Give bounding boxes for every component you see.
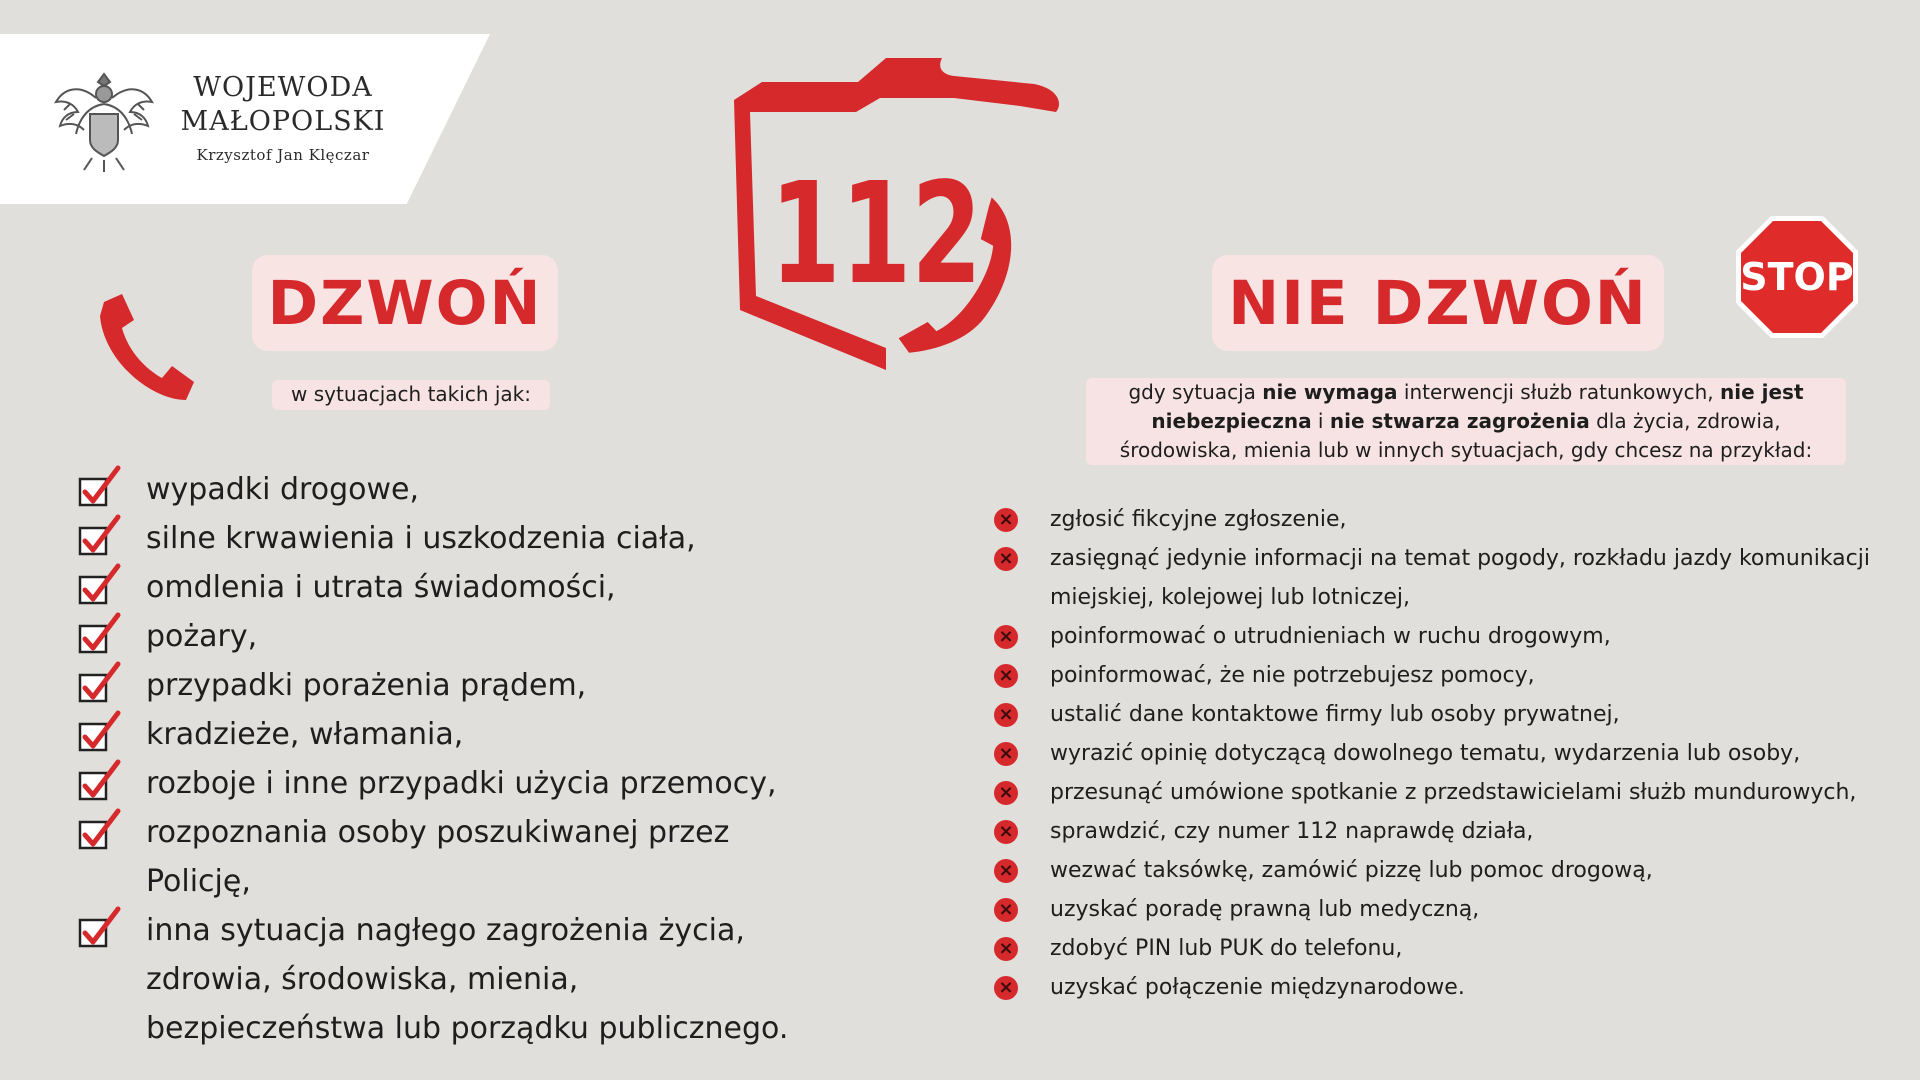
call-list-item-text: rozboje i inne przypadki użycia przemocy, (146, 766, 777, 801)
no-call-list-item (994, 500, 1904, 539)
x-circle-icon: × (994, 547, 1018, 571)
call-list-item (76, 661, 796, 710)
call-list-item-text: rozpoznania osoby poszukiwanej przez Policję, (146, 815, 730, 899)
x-circle-icon: × (994, 664, 1018, 688)
x-circle-icon: × (994, 898, 1018, 922)
no-call-subheading: gdy sytuacja nie wymaga interwencji służb ratunkowych, nie jest niebezpieczna i nie stwarza zagrożenia dla życia, zdrowia, środowiska, mienia lub w innych sytuacjach, gdy chcesz na przykład: (1086, 378, 1846, 465)
no-call-list-item-text: sprawdzić, czy numer 112 naprawdę działa, (1050, 819, 1534, 844)
no-call-list-item-text: wezwać taksówkę, zamówić pizzę lub pomoc drogową, (1050, 858, 1653, 883)
x-circle-icon: × (994, 937, 1018, 961)
no-call-list-item-text: ustalić dane kontaktowe firmy lub osoby prywatnej, (1050, 702, 1620, 727)
checkbox-checked-icon (76, 906, 122, 952)
eagle-emblem-icon (50, 64, 158, 176)
no-call-list-item-text: zdobyć PIN lub PUK do telefonu, (1050, 936, 1403, 961)
no-call-list-item-text: poinformować, że nie potrzebujesz pomocy, (1050, 663, 1535, 688)
call-heading: DZWOŃ (252, 255, 558, 351)
brand-person-name: Krzysztof Jan Klęczar (196, 146, 370, 164)
brand-subtitle: MAŁOPOLSKI (180, 106, 386, 137)
call-list-item-text: przypadki porażenia prądem, (146, 668, 587, 703)
no-call-list-item (994, 734, 1904, 773)
no-call-list-item-text: poinformować o utrudnieniach w ruchu drogowym, (1050, 624, 1611, 649)
x-circle-icon: × (994, 781, 1018, 805)
call-list-item (76, 808, 796, 906)
brand-title: WOJEWODA (193, 72, 373, 103)
no-call-list-item-text: zasięgnąć jedynie informacji na temat pogody, rozkładu jazdy komunikacji miejskiej, kolejowej lub lotniczej, (1050, 546, 1870, 610)
call-list-item (76, 514, 796, 563)
checkbox-checked-icon (76, 808, 122, 854)
no-call-list-item (994, 773, 1904, 812)
call-list-item (76, 563, 796, 612)
call-list-item (76, 465, 796, 514)
no-call-list-item (994, 812, 1904, 851)
call-list-item-text: wypadki drogowe, (146, 472, 420, 507)
phone-handset-icon (96, 292, 198, 404)
x-circle-icon: × (994, 859, 1018, 883)
no-call-list-item (994, 851, 1904, 890)
x-circle-icon: × (994, 703, 1018, 727)
call-list-item (76, 759, 796, 808)
no-call-list-item (994, 656, 1904, 695)
no-call-list-item (994, 539, 1904, 617)
no-call-list-item (994, 968, 1904, 1007)
call-list-item (76, 710, 796, 759)
call-list-item-text: kradzieże, włamania, (146, 717, 464, 752)
checkbox-checked-icon (76, 612, 122, 658)
checkbox-checked-icon (76, 563, 122, 609)
checkbox-checked-icon (76, 514, 122, 560)
no-call-list-item-text: wyrazić opinię dotyczącą dowolnego tematu, wydarzenia lub osoby, (1050, 741, 1801, 766)
emergency-112-logo (716, 56, 1092, 374)
checkbox-checked-icon (76, 661, 122, 707)
no-call-list-item (994, 617, 1904, 656)
no-call-heading: NIE DZWOŃ (1212, 255, 1664, 351)
call-list-item-text: inna sytuacja nagłego zagrożenia życia, zdrowia, środowiska, mienia, bezpieczeństwa lub porządku publicznego. (146, 913, 789, 1046)
x-circle-icon: × (994, 820, 1018, 844)
no-call-list-item (994, 695, 1904, 734)
call-list-item-text: pożary, (146, 619, 258, 654)
x-circle-icon: × (994, 742, 1018, 766)
call-list-item (76, 906, 796, 1053)
call-list-item-text: silne krwawienia i uszkodzenia ciała, (146, 521, 696, 556)
checkbox-checked-icon (76, 710, 122, 756)
x-circle-icon: × (994, 976, 1018, 1000)
call-situations-list (76, 465, 796, 1053)
no-call-list-item-text: uzyskać poradę prawną lub medyczną, (1050, 897, 1480, 922)
no-call-list-item-text: uzyskać połączenie międzynarodowe. (1050, 975, 1465, 1000)
checkbox-checked-icon (76, 465, 122, 511)
stop-sign-text: STOP (1740, 255, 1854, 299)
no-call-list-item (994, 929, 1904, 968)
call-subheading: w sytuacjach takich jak: (272, 380, 550, 410)
no-call-situations-list (994, 500, 1904, 1007)
checkbox-checked-icon (76, 759, 122, 805)
call-list-item-text: omdlenia i utrata świadomości, (146, 570, 616, 605)
x-circle-icon: × (994, 508, 1018, 532)
call-list-item (76, 612, 796, 661)
no-call-list-item-text: przesunąć umówione spotkanie z przedstawicielami służb mundurowych, (1050, 780, 1857, 805)
no-call-list-item (994, 890, 1904, 929)
x-circle-icon: × (994, 625, 1018, 649)
logo-number-text: 112 (770, 153, 982, 316)
stop-sign-icon (1734, 214, 1860, 340)
no-call-list-item-text: zgłosić fikcyjne zgłoszenie, (1050, 507, 1347, 532)
